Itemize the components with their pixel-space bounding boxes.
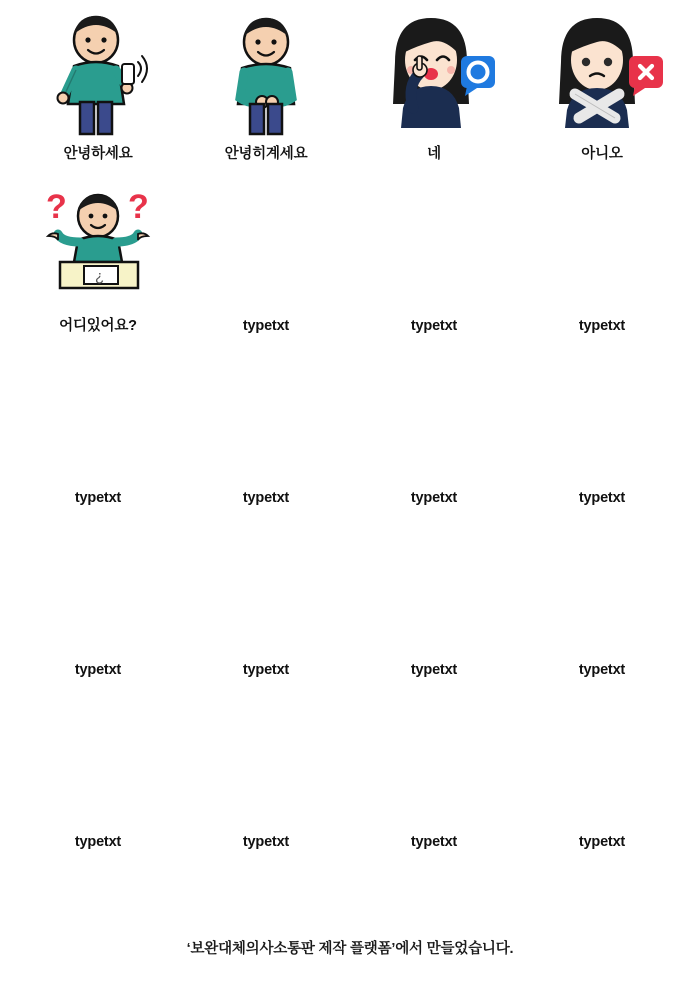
symbol-caption: 네 xyxy=(427,146,441,162)
symbol-cell[interactable] xyxy=(350,700,518,872)
blank-icon xyxy=(359,184,509,310)
symbol-caption: 안녕히계세요 xyxy=(224,146,308,162)
symbol-cell[interactable] xyxy=(182,12,350,184)
person-standing-icon xyxy=(191,12,341,138)
symbol-caption: typetxt xyxy=(242,318,290,334)
symbol-cell[interactable] xyxy=(350,12,518,184)
symbol-cell[interactable] xyxy=(350,356,518,528)
symbol-caption: 어디있어요? xyxy=(59,318,137,334)
symbol-cell[interactable] xyxy=(518,356,686,528)
blank-icon xyxy=(191,356,341,482)
blank-icon xyxy=(527,184,677,310)
blank-icon xyxy=(359,528,509,654)
girl-yes-speech-bubble-icon xyxy=(359,12,509,138)
blank-icon xyxy=(191,700,341,826)
blank-icon xyxy=(23,528,173,654)
symbol-cell[interactable] xyxy=(518,528,686,700)
symbol-caption: typetxt xyxy=(410,834,458,850)
person-waving-phone-icon xyxy=(23,12,173,138)
symbol-cell[interactable] xyxy=(518,12,686,184)
symbol-caption: typetxt xyxy=(242,662,290,678)
symbol-caption: typetxt xyxy=(578,490,626,506)
symbol-caption: typetxt xyxy=(74,490,122,506)
symbol-caption: typetxt xyxy=(410,318,458,334)
svg-text:?: ? xyxy=(128,188,149,226)
symbol-cell[interactable] xyxy=(350,528,518,700)
symbol-caption: typetxt xyxy=(578,834,626,850)
symbol-cell[interactable] xyxy=(182,700,350,872)
symbol-caption: typetxt xyxy=(578,662,626,678)
symbol-caption: typetxt xyxy=(410,662,458,678)
blank-icon xyxy=(23,356,173,482)
symbol-caption: typetxt xyxy=(242,834,290,850)
symbol-grid xyxy=(14,12,686,904)
blank-icon xyxy=(527,700,677,826)
symbol-cell[interactable] xyxy=(182,528,350,700)
blank-icon xyxy=(191,184,341,310)
symbol-caption: typetxt xyxy=(74,662,122,678)
symbol-cell[interactable] xyxy=(14,12,182,184)
symbol-cell[interactable] xyxy=(350,184,518,356)
blank-icon xyxy=(23,700,173,826)
svg-text:?: ? xyxy=(46,188,67,226)
svg-text:¿: ¿ xyxy=(95,268,105,285)
symbol-cell[interactable] xyxy=(14,356,182,528)
blank-icon xyxy=(527,528,677,654)
symbol-caption: typetxt xyxy=(578,318,626,334)
symbol-caption: 아니오 xyxy=(581,146,623,162)
symbol-cell[interactable] xyxy=(14,700,182,872)
blank-icon xyxy=(359,700,509,826)
symbol-caption: typetxt xyxy=(74,834,122,850)
footer xyxy=(14,904,686,990)
girl-no-x-bubble-icon xyxy=(527,12,677,138)
blank-icon xyxy=(359,356,509,482)
symbol-caption: 안녕하세요 xyxy=(63,146,133,162)
symbol-cell[interactable] xyxy=(14,184,182,356)
symbol-caption: typetxt xyxy=(410,490,458,506)
person-question-marks-icon xyxy=(23,184,173,310)
symbol-cell[interactable] xyxy=(518,184,686,356)
symbol-cell[interactable] xyxy=(14,528,182,700)
symbol-cell[interactable] xyxy=(182,356,350,528)
symbol-caption: typetxt xyxy=(242,490,290,506)
symbol-cell[interactable] xyxy=(182,184,350,356)
blank-icon xyxy=(191,528,341,654)
footer-note: ‘보완대체의사소통판 제작 플랫폼’에서 만들었습니다. xyxy=(186,940,514,957)
blank-icon xyxy=(527,356,677,482)
symbol-cell[interactable] xyxy=(518,700,686,872)
